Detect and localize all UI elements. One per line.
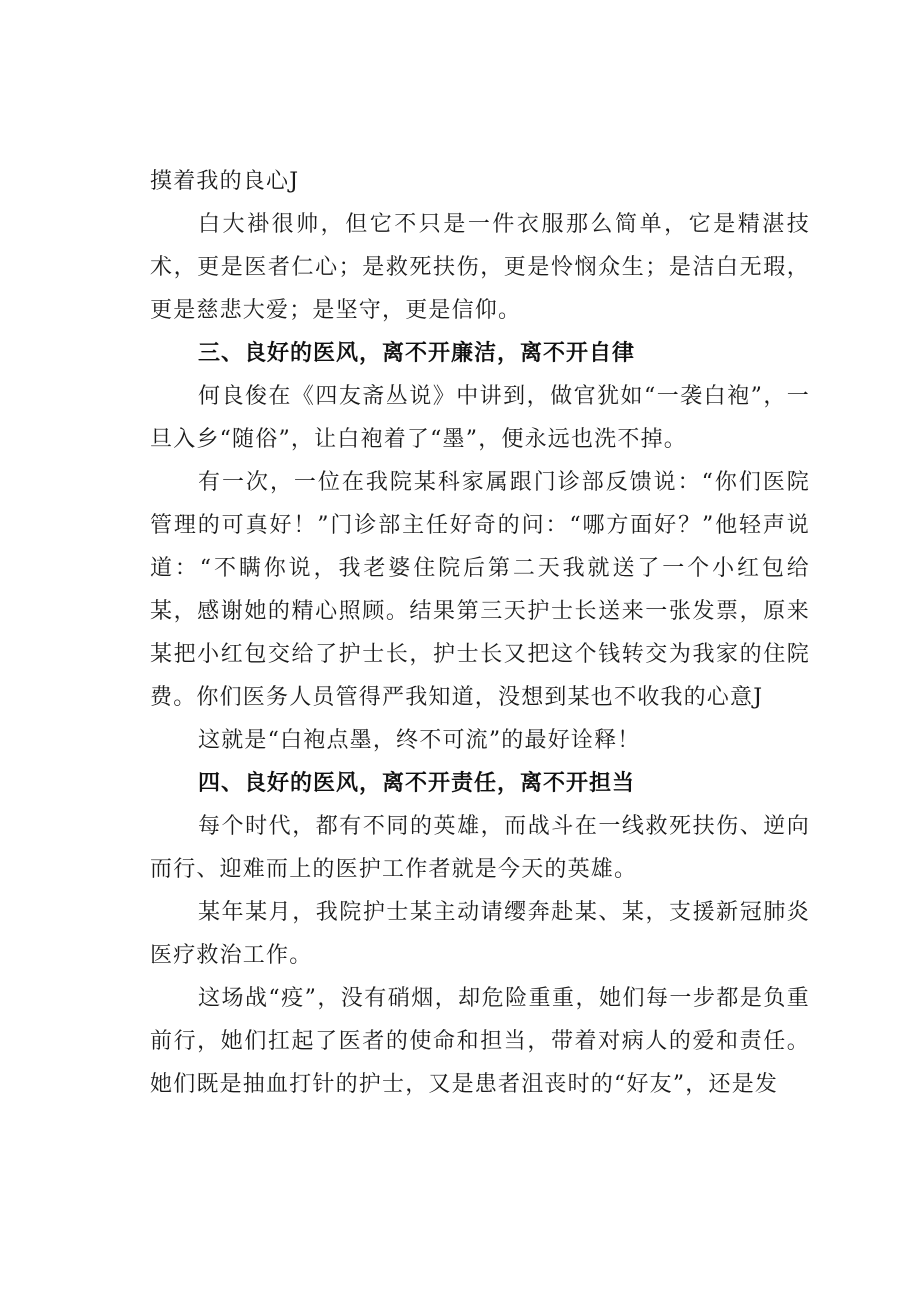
paragraph-volunteer-nurse: 某年某月，我院护士某主动请缨奔赴某、某，支援新冠肺炎医疗救治工作。 (150, 900, 810, 968)
paragraph-white-coat: 白大褂很帅，但它不只是一件衣服那么简单，它是精湛技术，更是医者仁心；是救死扶伤，更是怜悯众生；是洁白无瑕，更是慈悲大爱；是坚守，更是信仰。 (150, 212, 810, 323)
section-heading-3: 三、良好的医风，离不开廉洁，离不开自律 (198, 341, 636, 366)
paragraph-heroes: 每个时代，都有不同的英雄，而战斗在一线救死扶伤、逆向而行、迎难而上的医护工作者就是今天的英雄。 (150, 814, 810, 882)
paragraph-continuation: 摸着我的良心J (150, 169, 300, 194)
document-body (150, 160, 810, 1106)
paragraph-he-liangjun: 何良俊在《四友斋丛说》中讲到，做官犹如“一袭白袍”，一旦入乡“随俗”，让白袍着了“墨”，便永远也洗不掉。 (150, 384, 810, 452)
paragraph-red-envelope-story: 有一次，一位在我院某科家属跟门诊部反馈说：“你们医院管理的可真好！”门诊部主任好奇的问：“哪方面好？”他轻声说道：“不瞒你说，我老婆住院后第二天我就送了一个小红包给某，感谢她的精心照顾。结果第三天护士长送来一张发票，原来某把小红包交给了护士长，护士长又把这个钱转交为我家的住院费。你们医务人员管得严我知道，没想到某也不收我的心意J (150, 470, 810, 710)
paragraph-battle-epidemic: 这场战“疫”，没有硝烟，却危险重重，她们每一步都是负重前行，她们扛起了医者的使命和担当，带着对病人的爱和责任。她们既是抽血打针的护士，又是患者沮丧时的“好友”，还是发 (150, 986, 810, 1097)
paragraph-interpretation: 这就是“白袍点墨，终不可流”的最好诠释！ (198, 728, 641, 753)
section-heading-4: 四、良好的医风，离不开责任，离不开担当 (198, 771, 636, 796)
